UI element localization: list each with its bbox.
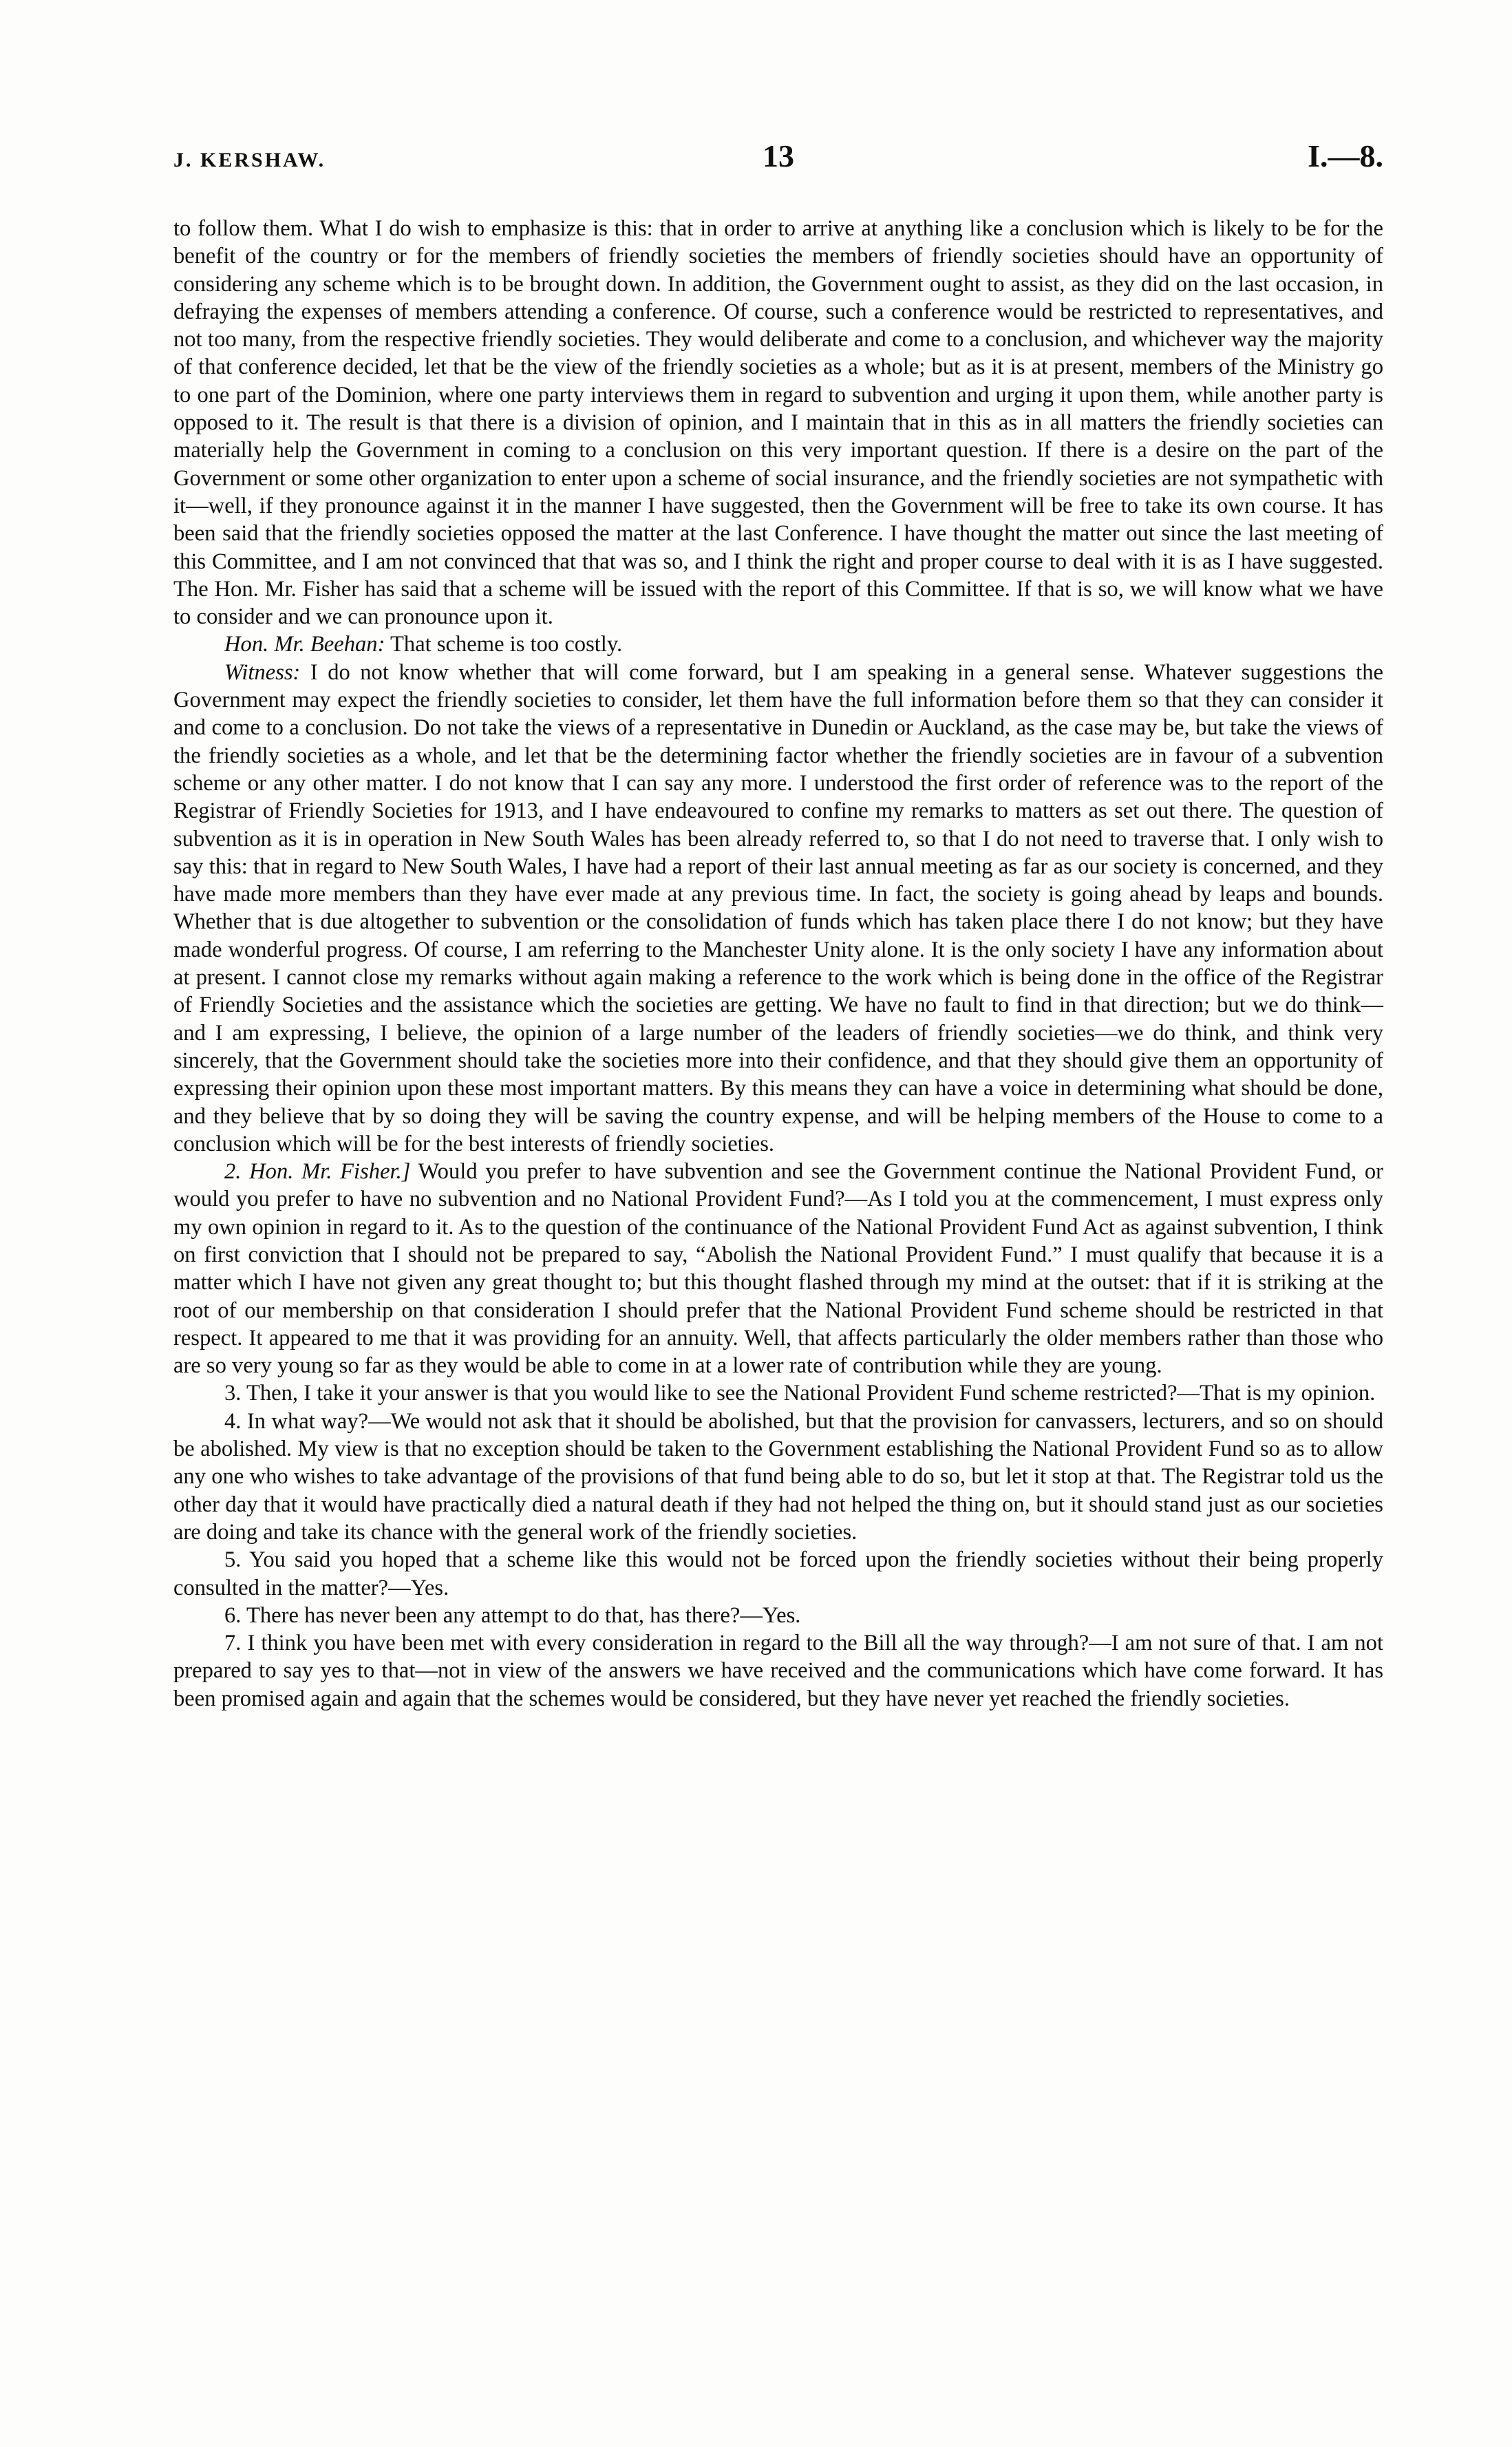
paragraph-text: That scheme is too costly. (390, 632, 623, 657)
paragraph-text: 7. I think you have been met with every consideration in regard to the Bill all the way through?—I am not sure of that. I am not prepared to say yes to that—not in view of the answers we have received and the communications which have come forward. It has been promised again and again that the schemes would be considered, but they have never yet reached the friendly societies. (173, 1631, 1383, 1711)
paragraph (173, 1408, 1383, 1546)
speaker-label: 2. Hon. Mr. Fisher.] (224, 1159, 411, 1185)
paragraph-text: to follow them. What I do wish to emphasize is this: that in order to arrive at anything like a conclusion which is likely to be for the benefit of the country or for the members of friendly societies the members of friendly societies should have an opportunity of considering any scheme which is to be brought down. In addition, the Government ought to assist, as they did on the last occasion, in defraying the expenses of members attending a conference. Of course, such a conference would be restricted to representatives, and not too many, from the respective friendly societies. They would deliberate and come to a conclusion, and whichever way the majority of that conference decided, let that be the view of the friendly societies as a whole; but as it is at present, members of the Ministry go to one part of the Dominion, where one party interviews them in regard to subvention and urging it upon them, while another party is opposed to it. The result is that there is a division of opinion, and I maintain that in this as in all matters the friendly societies can materially help the Government in coming to a conclusion on this very important question. If there is a desire on the part of the Government or some other organization to enter upon a scheme of social insurance, and the friendly societies are not sympathetic with it—well, if they pronounce against it in the manner I have suggested, then the Government will be free to take its own course. It has been said that the friendly societies opposed the matter at the last Conference. I have thought the matter out since the last meeting of this Committee, and I am not convinced that that was so, and I think the right and proper course to deal with it is as I have suggested. The Hon. Mr. Fisher has said that a scheme will be issued with the report of this Committee. If that is so, we will know what we have to consider and we can pronounce upon it. (173, 216, 1383, 630)
paragraph-text: I do not know whether that will come forward, but I am speaking in a general sense. Whatever suggestions the Government may expect the friendly societies to consider, let them have the full information before them so that they can consider it and come to a conclusion. Do not take the views of a representative in Dunedin or Auckland, as the case may be, but take the views of the friendly societies as a whole, and let that be the determining factor whether the friendly societies are in favour of a subvention scheme or any other matter. I do not know that I can say any more. I understood the first order of reference was to the report of the Registrar of Friendly Societies for 1913, and I have endeavoured to confine my remarks to matters as set out there. The question of subvention as it is in operation in New South Wales has been already referred to, so that I do not need to traverse that. I only wish to say this: that in regard to New South Wales, I have had a report of their last annual meeting as far as our society is concerned, and they have made more members than they have ever made at any previous time. In fact, the society is going ahead by leaps and bounds. Whether that is due altogether to subvention or the consolidation of funds which has taken place there I do not know; but they have made wonderful progress. Of course, I am referring to the Manchester Unity alone. It is the only society I have any information about at present. I cannot close my remarks without again making a reference to the work which is being done in the office of the Registrar of Friendly Societies and the assistance which the societies are getting. We have no fault to find in that direction; but we do think—and I am expressing, I believe, the opinion of a large number of the leaders of friendly societies—we do think, and think very sincerely, that the Government should take the societies more into their confidence, and that they should give them an opportunity of expressing their opinion upon these most important matters. By this means they can have a voice in determining what should be done, and they believe that by so doing they will be saving the country expense, and will be helping members of the House to come to a conclusion which will be for the best interests of friendly societies. (173, 659, 1383, 1156)
paragraph (173, 1602, 1383, 1629)
paragraph (173, 215, 1383, 631)
running-head-author: J. KERSHAW. (173, 149, 326, 171)
page-number: 13 (763, 138, 794, 173)
paragraph-text: 5. You said you hoped that a scheme like this would not be forced upon the friendly societies without their being properly consulted in the matter?—Yes. (173, 1547, 1383, 1600)
document-reference: I.—8. (1308, 138, 1383, 173)
paragraph-text: Would you prefer to have subvention and see the Government continue the National Provident Fund, or would you prefer to have no subvention and no National Provident Fund?—As I told you at the commencement, I must express only my own opinion in regard to it. As to the question of the continuance of the National Provident Fund Act as against subvention, I think on first conviction that I should not be prepared to say, “Abolish the National Provident Fund.” I must qualify that because it is a matter which I have not given any great thought to; but this thought flashed through my mind at the outset: that if it is striking at the root of our membership on that consideration I should prefer that the National Provident Fund scheme should be restricted in that respect. It appeared to me that it was providing for an annuity. Well, that affects particularly the older members rather than those who are so very young so far as they would be able to come in at a lower rate of contribution while they are young. (173, 1159, 1383, 1379)
paragraph-text: 6. There has never been any attempt to do that, has there?—Yes. (224, 1602, 801, 1628)
speaker-label: Witness: (224, 659, 301, 685)
paragraph (173, 1546, 1383, 1602)
page-header (173, 138, 1383, 186)
paragraph-text: 3. Then, I take it your answer is that you would like to see the National Provident Fund scheme restricted?—That is my opinion. (224, 1381, 1376, 1406)
body-text (173, 215, 1383, 1713)
paragraph-text: 4. In what way?—We would not ask that it should be abolished, but that the provision for canvassers, lecturers, and so on should be abolished. My view is that no exception should be taken to the Government establishing the National Provident Fund so as to allow any one who wishes to take advantage of the provisions of that fund being able to do so, but let it stop at that. The Registrar told us the other day that it would have practically died a natural death if they had not helped the thing on, but it should stand just as our societies are doing and take its chance with the general work of the friendly societies. (173, 1408, 1383, 1545)
paragraph (173, 1158, 1383, 1379)
paragraph (173, 1379, 1383, 1407)
paragraph (173, 631, 1383, 658)
paragraph (173, 659, 1383, 1158)
paragraph (173, 1629, 1383, 1713)
speaker-label: Hon. Mr. Beehan: (224, 632, 385, 657)
